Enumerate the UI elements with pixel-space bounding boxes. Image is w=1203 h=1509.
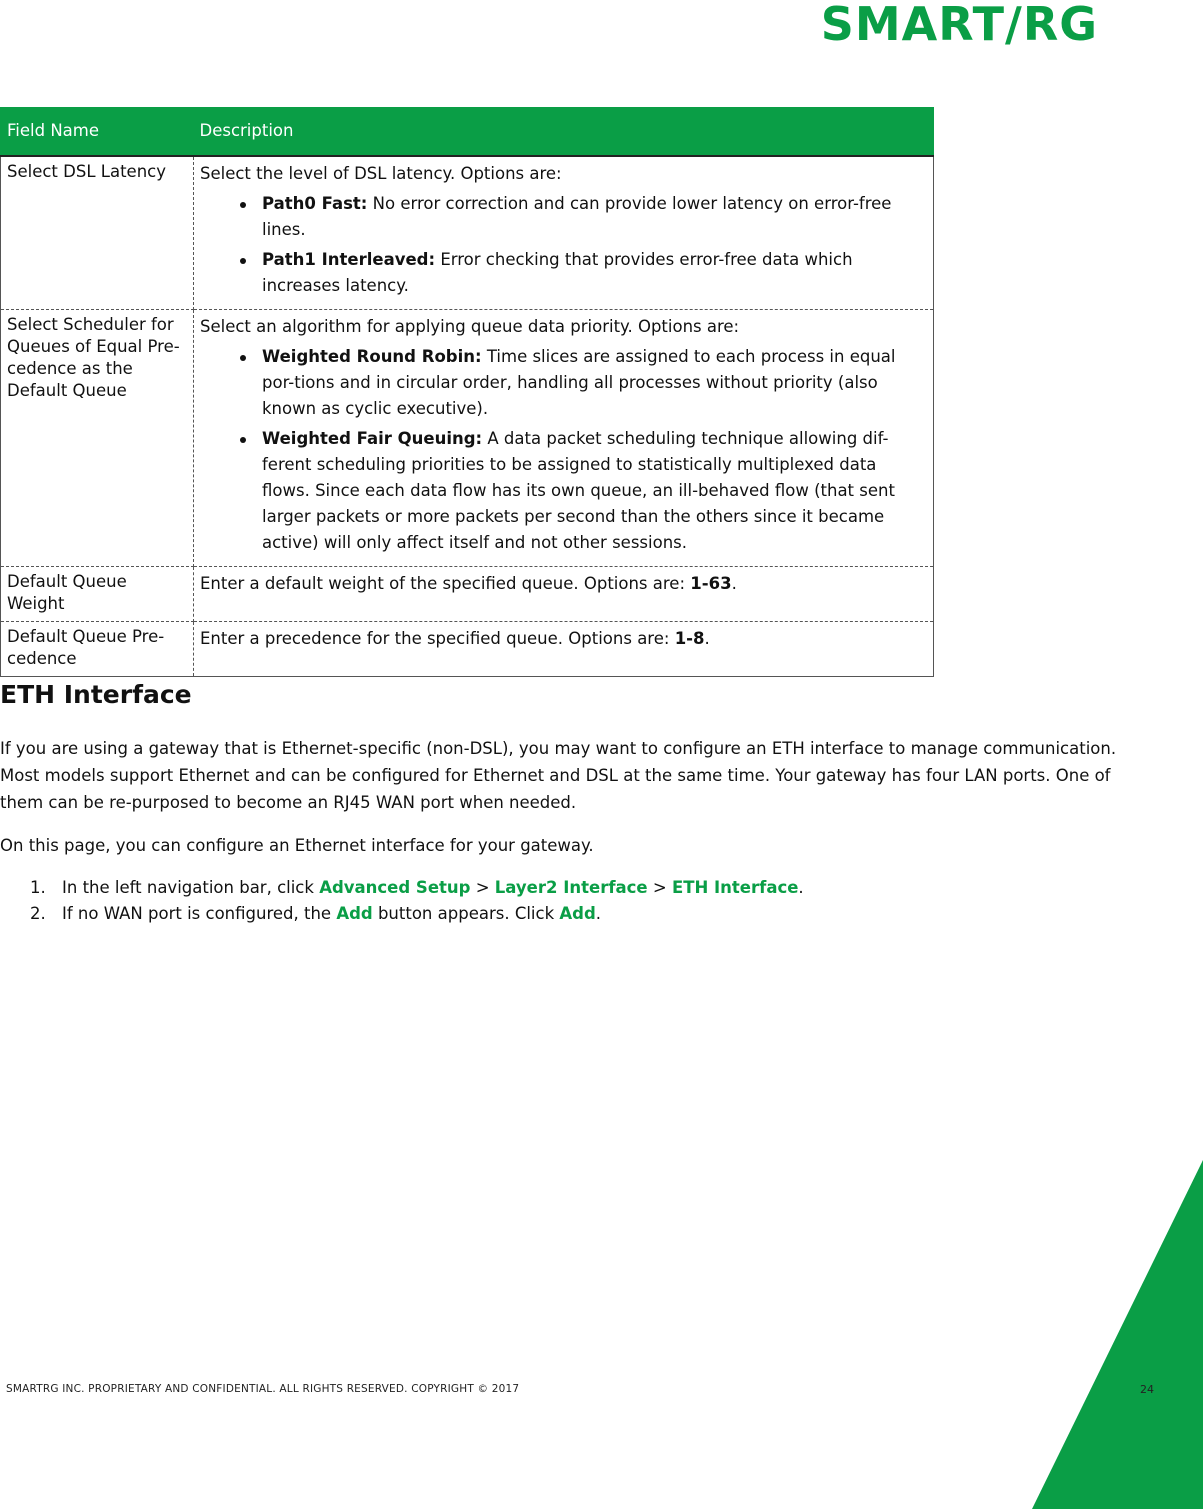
field-name-cell: Default Queue Pre-cedence — [1, 622, 194, 677]
option-item — [200, 344, 927, 422]
option-text: A data packet scheduling technique allowing dif-ferent scheduling priorities to be assigned to statistically multiplexed data flows. Since each data flow has its own queue, an ill-behaved flow (that sent larger packets or more packets per second than the others since it became active) will only affect itself and not other sessions. — [262, 429, 895, 552]
options-list — [200, 344, 927, 556]
option-item — [200, 191, 927, 243]
advanced-setup-link[interactable]: Advanced Setup — [319, 878, 471, 897]
field-description-table — [0, 107, 934, 677]
option-range: 1-63 — [690, 574, 732, 593]
description-suffix: . — [731, 574, 737, 593]
step-item — [0, 901, 804, 927]
table-row — [1, 567, 934, 622]
option-item — [200, 247, 927, 299]
breadcrumb-separator: > — [647, 878, 672, 897]
option-term: Path0 Fast: — [262, 194, 368, 213]
eth-interface-link[interactable]: ETH Interface — [671, 878, 799, 897]
bullet-icon — [240, 258, 246, 264]
add-button-reference[interactable]: Add — [559, 904, 596, 923]
step-number: 1. — [30, 878, 46, 897]
description-cell — [194, 622, 934, 677]
intro-paragraph: If you are using a gateway that is Ethernet-specific (non-DSL), you may want to configure an ETH interface to manage communication. Most models support Ethernet and can be configured for Ethernet and DSL at the same time. Your gateway has four LAN ports. One of them can be re-purposed to become an RJ45 WAN port when needed. — [0, 739, 1117, 812]
section-heading: ETH Interface — [0, 680, 192, 709]
layer2-interface-link[interactable]: Layer2 Interface — [494, 878, 648, 897]
description-text: Enter a default weight of the specified queue. Options are: — [200, 574, 691, 593]
option-text: Time slices are assigned to each process in equal por-tions and in circular order, handling all processes without priority (also known as cyclic executive). — [262, 347, 896, 418]
option-text: Error checking that provides error-free data which increases latency. — [262, 250, 853, 295]
bullet-icon — [240, 437, 246, 443]
add-button-reference[interactable]: Add — [336, 904, 373, 923]
step-text-mid: button appears. Click — [372, 904, 560, 923]
table-header-row — [1, 107, 934, 156]
bullet-icon — [240, 355, 246, 361]
description-suffix: . — [704, 629, 710, 648]
steps-list — [0, 875, 804, 927]
page-number: 24 — [1140, 1383, 1154, 1396]
option-term: Weighted Fair Queuing: — [262, 429, 483, 448]
description-intro: Select the level of DSL latency. Options are: — [200, 164, 562, 183]
option-term: Weighted Round Robin: — [262, 347, 482, 366]
option-item — [200, 426, 927, 556]
option-text: No error correction and can provide lower latency on error-free lines. — [262, 194, 892, 239]
breadcrumb-separator: > — [470, 878, 495, 897]
step-text: If no WAN port is configured, the — [62, 904, 337, 923]
description-intro: Select an algorithm for applying queue data priority. Options are: — [200, 317, 740, 336]
option-range: 1-8 — [674, 629, 705, 648]
options-list — [200, 191, 927, 299]
footer-copyright: SMARTRG INC. PROPRIETARY AND CONFIDENTIAL. ALL RIGHTS RESERVED. COPYRIGHT © 2017 — [6, 1383, 520, 1395]
field-name-cell: Select DSL Latency — [1, 156, 194, 310]
step-suffix: . — [798, 878, 804, 897]
step-item — [0, 875, 804, 901]
step-text: In the left navigation bar, click — [62, 878, 320, 897]
description-cell — [194, 156, 934, 310]
step-number: 2. — [30, 904, 46, 923]
step-suffix: . — [595, 904, 602, 923]
config-paragraph: On this page, you can configure an Ethernet interface for your gateway. — [0, 836, 594, 855]
field-name-cell: Default Queue Weight — [1, 567, 194, 622]
description-cell — [194, 310, 934, 567]
table-row — [1, 156, 934, 310]
green-triangle-decoration — [1032, 1160, 1203, 1509]
option-term: Path1 Interleaved: — [262, 250, 436, 269]
bullet-icon — [240, 202, 246, 208]
description-cell — [194, 567, 934, 622]
table-row — [1, 310, 934, 567]
field-name-cell: Select Scheduler for Queues of Equal Pre-cedence as the Default Queue — [1, 310, 194, 567]
smartrg-logo: SMART/RG — [820, 0, 1098, 51]
header-field-name: Field Name — [1, 107, 194, 156]
table-row — [1, 622, 934, 677]
description-text: Enter a precedence for the specified queue. Options are: — [200, 629, 675, 648]
header-description: Description — [194, 107, 934, 156]
